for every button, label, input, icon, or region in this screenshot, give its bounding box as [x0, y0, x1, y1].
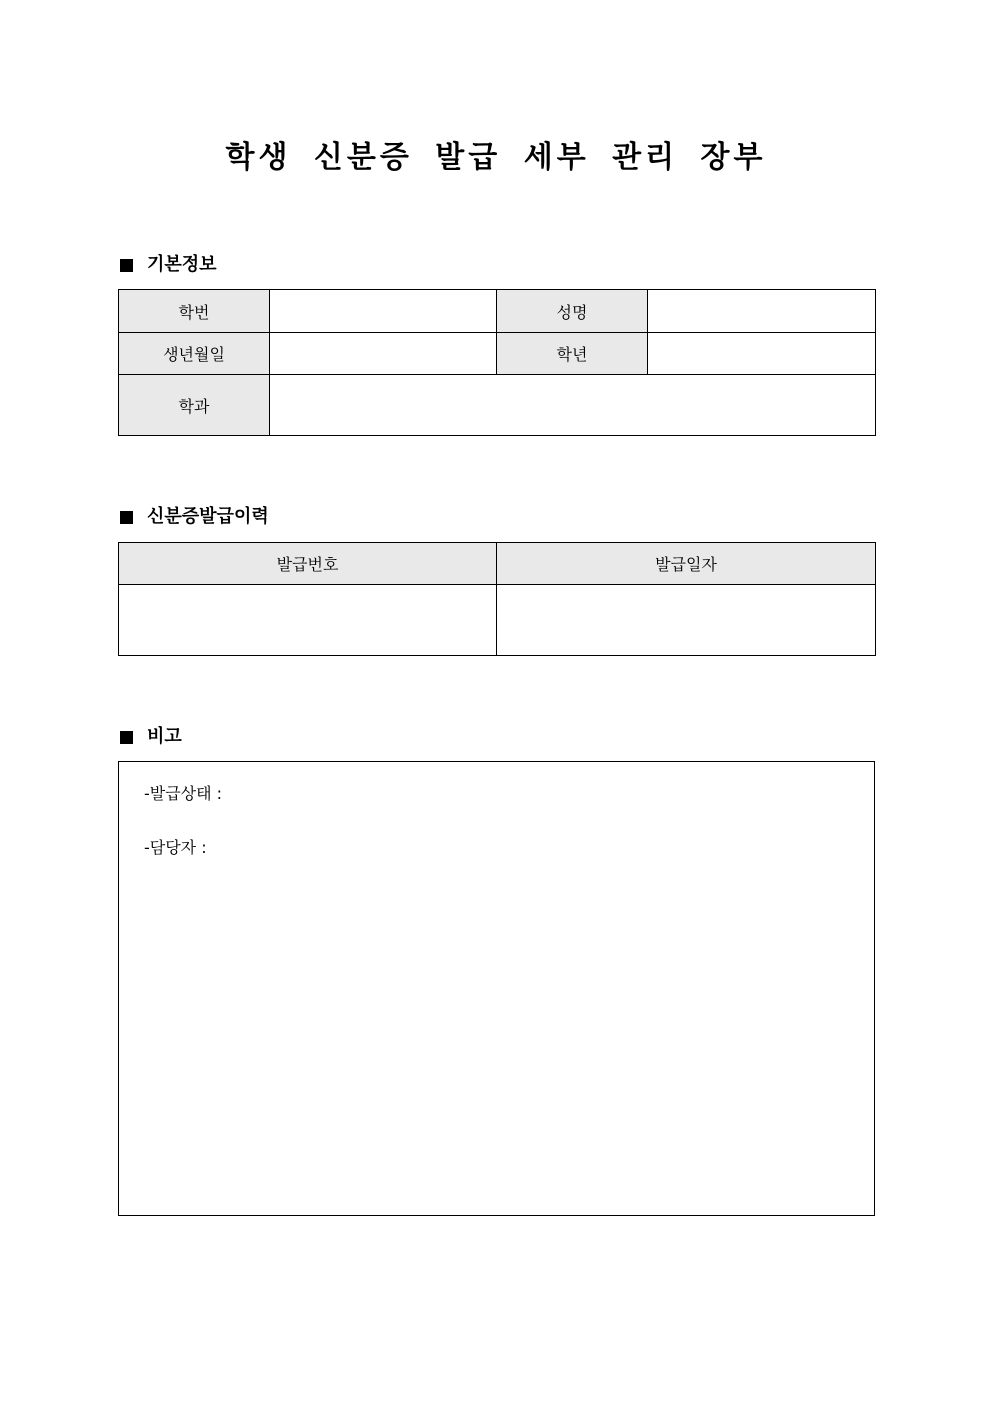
birthdate-field[interactable] [270, 333, 497, 375]
table-header-row [119, 543, 876, 585]
section-heading-issuance-history [119, 506, 269, 528]
column-header-issue-number: 발급번호 [119, 543, 497, 585]
section-heading-label: 비고 [147, 726, 182, 747]
grade-field[interactable] [648, 333, 876, 375]
table-row [119, 333, 876, 375]
issue-status-label: -발급상태 : [144, 784, 223, 803]
issue-number-field[interactable] [119, 585, 497, 656]
grade-label: 학년 [497, 333, 648, 375]
department-label: 학과 [119, 375, 270, 436]
remarks-box[interactable] [118, 761, 875, 1216]
birthdate-label: 생년월일 [119, 333, 270, 375]
column-header-issue-date: 발급일자 [497, 543, 876, 585]
section-heading-remarks [119, 726, 182, 748]
section-heading-label: 신분증발급이력 [147, 506, 269, 527]
student-id-label: 학번 [119, 290, 270, 333]
issuance-history-table [118, 542, 876, 656]
name-field[interactable] [648, 290, 876, 333]
department-field[interactable] [270, 375, 876, 436]
table-row [119, 375, 876, 436]
square-bullet-icon [120, 511, 133, 524]
table-row [119, 290, 876, 333]
name-label: 성명 [497, 290, 648, 333]
student-id-field[interactable] [270, 290, 497, 333]
page-title: 학생 신분증 발급 세부 관리 장부 [225, 140, 767, 175]
section-heading-basic-info [119, 254, 217, 276]
square-bullet-icon [120, 259, 133, 272]
square-bullet-icon [120, 731, 133, 744]
manager-label: -담당자 : [144, 838, 207, 857]
issue-date-field[interactable] [497, 585, 876, 656]
table-row [119, 585, 876, 656]
section-heading-label: 기본정보 [147, 254, 217, 275]
basic-info-table [118, 289, 876, 436]
